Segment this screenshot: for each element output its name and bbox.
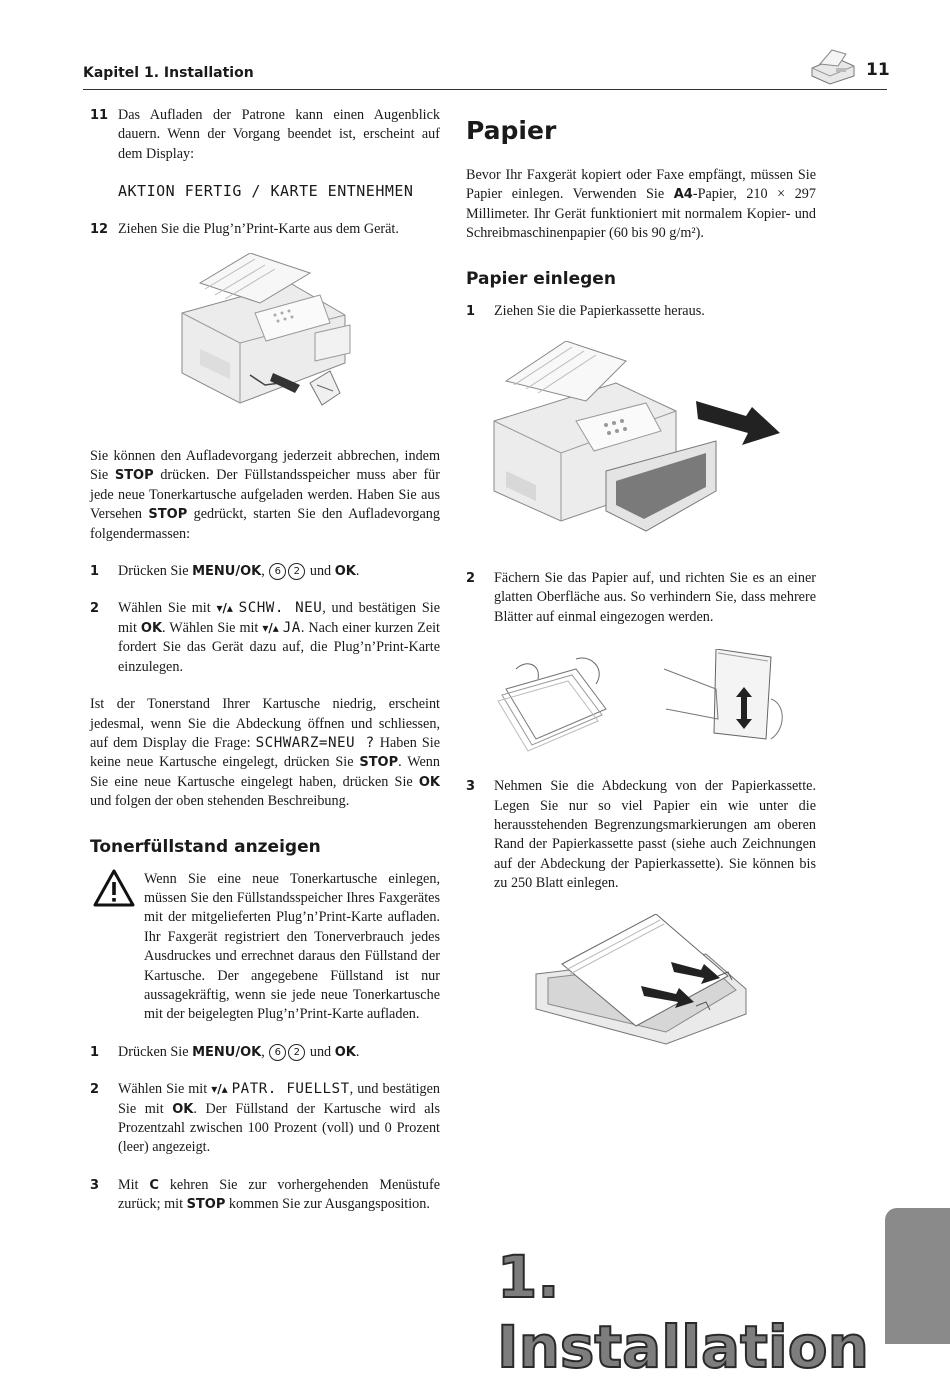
step-r3 [466,777,816,893]
key-ok: OK [334,564,356,580]
warning-text: Wenn Sie eine neue Tonerkartusche einlegen, müssen Sie den Füllstandsspeicher Ihres Faxgerätes mit der mitgelieferten Plug’n’Print-Karte aufladen. Ihr Faxgerät registriert den Tonerverbrauch jedes Ausdruckes und errechnet daraus den Füllstand der Kartusche. Der angegebene Füllstand ist nur aussagekräftig, wenn sie jede neue Tonerkartusche mit der beigelegten Plug’n’Print-Karte aufladen. [144,870,440,1023]
key-stop: STOP [114,468,154,484]
step-b1 [90,1043,440,1062]
heading-load-paper: Papier einlegen [466,268,616,289]
step-number: 3 [466,779,476,795]
text: Wählen Sie mit [118,1081,212,1098]
page-number: 11 [866,60,890,80]
text: , und bestätigen Sie mit [118,600,441,636]
paper-format-a4: A4 [673,187,693,203]
text: . Wählen Sie mit [162,619,263,636]
text: , und bestätigen Sie mit [118,1081,440,1117]
step-text: Nehmen Sie die Abdeckung von der Papierkassette. Legen Sie nur so viel Papier ein wie unter die herausstehenden Begrenzungsmarkierungen am oberen Rand der Papierkassette passt (siehe auch Zeichnungen auf der Abdeckung der Papierkassette). Sie können bis zu 250 Blatt einlegen. [494,778,816,892]
key-6: 6 [269,563,286,580]
paragraph-intro [466,166,816,244]
warning-note [90,870,440,1025]
text: gedrückt, starten Sie den Aufladevorgang folgendermassen: [90,506,440,542]
fax-machine-icon [806,44,858,86]
warning-triangle-icon [92,868,136,908]
step-b3 [90,1176,440,1215]
text: drücken. Der Füllstandsspeicher muss aber für jede neue Tonerkartusche aufgeladen werden. Haben Sie aus Versehen [90,467,440,523]
step-number: 1 [90,1044,100,1060]
paragraph-low-toner [90,695,440,811]
text: Sie können den Aufladevorgang jederzeit abbrechen, indem Sie [90,448,440,484]
chapter-title-large: 1. Installation [497,1243,869,1381]
text: und folgen der oben stehenden Beschreibung. [90,793,350,810]
text: kehren Sie zur vorhergehenden Menüstufe zurück; mit [118,1176,441,1213]
key-ok: OK [334,1044,356,1060]
text: Wählen Sie mit [118,600,217,617]
right-column [466,106,816,1054]
arrow-keys-icon: ▾/▴ [262,620,279,635]
fan-paper-illustration [466,649,816,759]
step-number: 2 [90,1082,100,1098]
step-11 [90,106,440,164]
step-12 [90,220,440,239]
text: und [306,1043,335,1060]
key-ok: OK [140,620,163,636]
text: kommen Sie zur Ausgangsposition. [225,1196,430,1213]
text: Drücken Sie [118,563,193,580]
step-text: Fächern Sie das Papier auf, und richten Sie es an einer glatten Oberfläche aus. So verhindern Sie, dass mehrere Blätter auf einmal eingezogen werden. [494,570,816,625]
display-option: SCHW. NEU [238,600,323,617]
step-number: 11 [90,108,109,123]
step-b2 [90,1080,440,1158]
text: Haben Sie keine neue Kartusche eingelegt, drücken Sie [90,734,440,771]
section-title-paper: Papier [466,116,557,145]
text: Bevor Ihr Faxgerät kopiert oder Faxe empfängt, müssen Sie Papier einlegen. Verwenden Sie [466,167,816,203]
key-ok: OK [172,1101,194,1117]
step-text: Das Aufladen der Patrone kann einen Augenblick dauern. Wenn der Vorgang beendet ist, erscheint auf dem Display: [118,107,440,162]
heading-toner-level: Tonerfüllstand anzeigen [90,836,321,857]
key-stop: STOP [186,1197,226,1213]
step-number: 12 [90,221,109,237]
key-menu-ok: MENU/OK [192,1044,262,1060]
pull-out-tray-illustration [466,341,816,541]
step-r2 [466,569,816,627]
step-number: 1 [466,303,476,319]
key-c: C [149,1177,159,1193]
text: . Der Füllstand der Kartusche wird als Prozentzahl zwischen 100 Prozent (voll) und 0 Prozent (leer) angezeigt. [118,1100,440,1156]
key-6: 6 [269,1044,286,1061]
step-number: 2 [466,571,476,587]
text: . [355,563,360,580]
step-number: 1 [90,564,100,580]
paper-tray-loading-illustration [466,914,816,1054]
key-stop: STOP [359,755,399,771]
display-question: SCHWARZ=NEU ? [255,734,375,751]
display-option: PATR. FUELLST [231,1081,350,1098]
step-number: 2 [90,601,100,617]
step-a1 [90,562,440,581]
header-rule [83,89,887,90]
fax-card-removal-illustration [90,253,440,433]
display-message: AKTION FERTIG / KARTE ENTNEHMEN [118,182,414,201]
key-ok: OK [418,774,440,790]
arrow-keys-icon: ▾/▴ [211,1082,228,1097]
display-option: JA [282,619,301,636]
key-menu-ok: MENU/OK [192,564,262,580]
text: und [306,563,335,580]
step-a2 [90,599,440,677]
text: . Wenn Sie eine neue Kartusche eingelegt haben, drücken Sie [90,754,440,790]
step-text: Ziehen Sie die Plug’n’Print-Karte aus dem Gerät. [118,220,399,237]
text: . [355,1043,360,1060]
step-number: 3 [90,1177,100,1193]
text: Mit [118,1176,150,1193]
key-stop: STOP [148,507,188,523]
step-text: Ziehen Sie die Papierkassette heraus. [494,302,705,319]
running-header-chapter: Kapitel 1. Installation [83,65,254,81]
text: , [261,1043,265,1060]
key-2: 2 [288,1044,305,1061]
text: . Nach einer kurzen Zeit fordert Sie das Gerät dazu auf, die Plug’n’Print-Karte einzulegen. [118,619,440,675]
paragraph-abort [90,447,440,544]
step-r1 [466,302,816,321]
text: Ist der Tonerstand Ihrer Kartusche niedrig, erscheint jedesmal, wenn Sie die Abdeckung öffnen und schliessen, auf dem Display die Frage: [90,696,440,751]
text: Drücken Sie [118,1043,193,1060]
left-column [90,106,440,1215]
arrow-keys-icon: ▾/▴ [216,601,233,616]
text: -Papier, 210 × 297 Millimeter. Ihr Gerät funktioniert mit normalem Kopier- und Schreibmaschinenpapier (60 bis 90 g/m²). [466,186,816,242]
key-2: 2 [288,563,305,580]
text: , [261,563,265,580]
